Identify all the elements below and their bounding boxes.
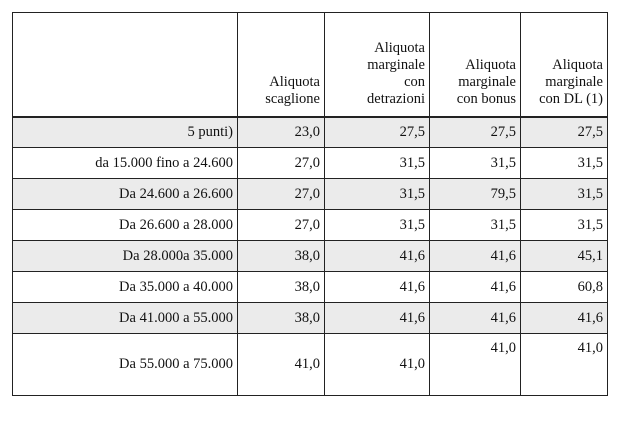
- row-label: da 15.000 fino a 24.600: [13, 148, 238, 179]
- row-label: Da 26.600 a 28.000: [13, 210, 238, 241]
- table-row: [13, 334, 608, 396]
- header-marginale-detrazioni: [325, 13, 430, 117]
- header-label: Aliquota marginale con detrazioni: [367, 39, 425, 107]
- cell-bonus: 41,6: [430, 272, 521, 303]
- header-label: Aliquota scaglione: [265, 73, 320, 107]
- cell-dl: 41,6: [521, 303, 608, 334]
- cell-detrazioni: 41,6: [325, 272, 430, 303]
- table-row: [13, 117, 608, 148]
- cell-dl: 31,5: [521, 179, 608, 210]
- header-marginale-dl: [521, 13, 608, 117]
- row-label: Da 55.000 a 75.000: [13, 334, 238, 396]
- cell-bonus: 31,5: [430, 148, 521, 179]
- row-label: 5 punti): [13, 117, 238, 148]
- table-row: [13, 272, 608, 303]
- cell-scaglione: 27,0: [238, 148, 325, 179]
- cell-detrazioni: 31,5: [325, 148, 430, 179]
- table-row: [13, 179, 608, 210]
- cell-detrazioni: 31,5: [325, 179, 430, 210]
- table-row: [13, 210, 608, 241]
- cell-scaglione: 38,0: [238, 241, 325, 272]
- table-row: [13, 303, 608, 334]
- tax-rate-table: [12, 12, 608, 396]
- header-empty: [13, 13, 238, 117]
- header-label: Aliquota marginale con bonus: [456, 56, 516, 107]
- cell-scaglione: 27,0: [238, 179, 325, 210]
- row-label: Da 24.600 a 26.600: [13, 179, 238, 210]
- cell-scaglione: 23,0: [238, 117, 325, 148]
- cell-detrazioni: 41,0: [325, 334, 430, 396]
- cell-dl: 31,5: [521, 210, 608, 241]
- table-row: [13, 241, 608, 272]
- row-label: Da 28.000a 35.000: [13, 241, 238, 272]
- cell-bonus: 41,6: [430, 241, 521, 272]
- cell-scaglione: 27,0: [238, 210, 325, 241]
- cell-dl: 45,1: [521, 241, 608, 272]
- cell-detrazioni: 41,6: [325, 241, 430, 272]
- cell-scaglione: 38,0: [238, 303, 325, 334]
- cell-dl: 60,8: [521, 272, 608, 303]
- cell-scaglione: 38,0: [238, 272, 325, 303]
- cell-bonus: 41,0: [430, 334, 521, 396]
- cell-detrazioni: 27,5: [325, 117, 430, 148]
- row-label: Da 41.000 a 55.000: [13, 303, 238, 334]
- cell-detrazioni: 41,6: [325, 303, 430, 334]
- cell-bonus: 41,6: [430, 303, 521, 334]
- header-aliquota-scaglione: [238, 13, 325, 117]
- cell-bonus: 31,5: [430, 210, 521, 241]
- header-label: Aliquota marginale con DL (1): [539, 56, 603, 107]
- header-row: [13, 13, 608, 117]
- cell-scaglione: 41,0: [238, 334, 325, 396]
- cell-bonus: 79,5: [430, 179, 521, 210]
- table-row: [13, 148, 608, 179]
- cell-dl: 27,5: [521, 117, 608, 148]
- cell-dl: 41,0: [521, 334, 608, 396]
- row-label: Da 35.000 a 40.000: [13, 272, 238, 303]
- cell-detrazioni: 31,5: [325, 210, 430, 241]
- header-marginale-bonus: [430, 13, 521, 117]
- cell-bonus: 27,5: [430, 117, 521, 148]
- cell-dl: 31,5: [521, 148, 608, 179]
